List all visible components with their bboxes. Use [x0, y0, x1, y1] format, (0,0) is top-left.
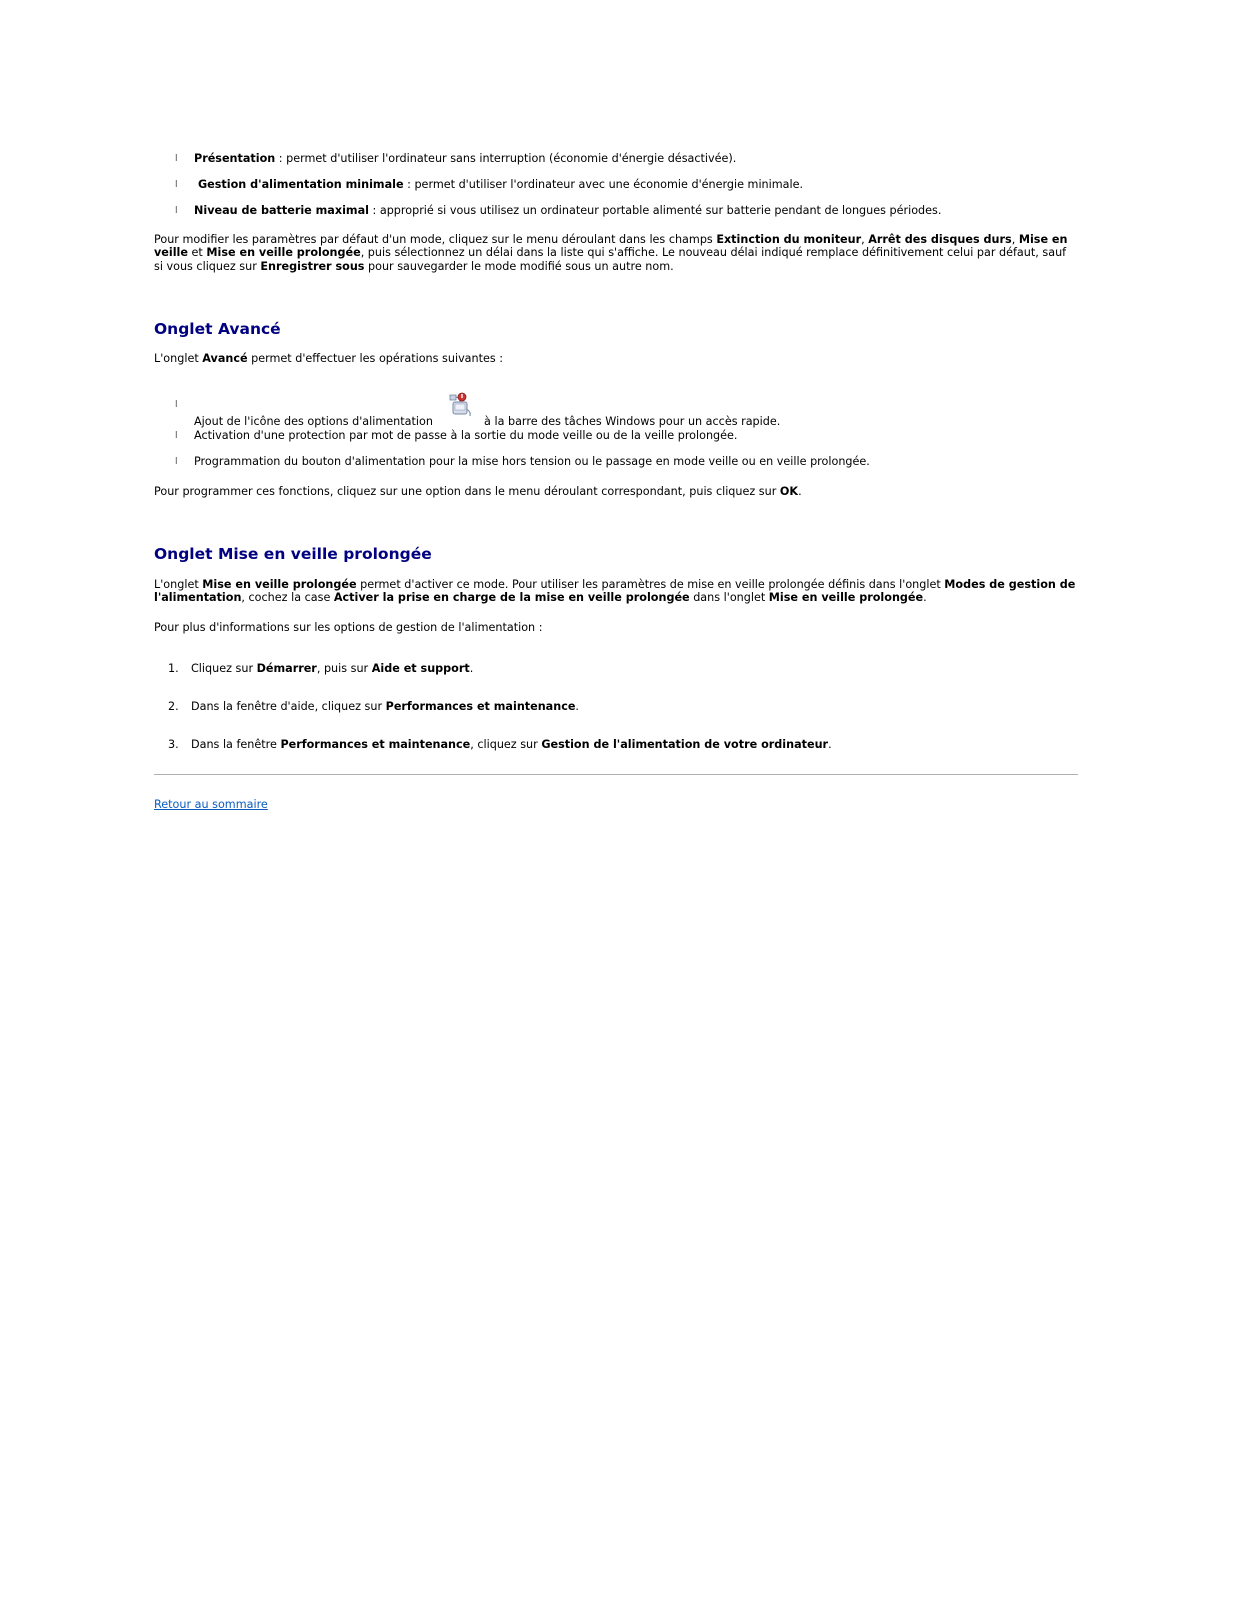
- mode-desc: : permet d'utiliser l'ordinateur avec une économie d'énergie minimale.: [403, 178, 804, 191]
- text: Cliquez sur: [191, 662, 257, 676]
- list-item: [154, 429, 1078, 443]
- list-item: [154, 455, 1078, 469]
- info-paragraph: Pour plus d'informations sur les options de gestion de l'alimentation :: [154, 620, 543, 634]
- text: permet d'effectuer les opérations suivantes :: [247, 352, 504, 366]
- power-options-icon: [444, 389, 474, 419]
- bold-term: Mise en veille prolongée: [768, 591, 924, 605]
- bullet-marker: l: [175, 456, 178, 467]
- mode-desc: : permet d'utiliser l'ordinateur sans interruption (économie d'énergie désactivée).: [275, 152, 737, 165]
- text: Activation d'une protection par mot de passe à la sortie du mode veille ou de la veille prolongée.: [194, 428, 738, 442]
- bold-term: Mise en veille prolongée: [206, 246, 361, 260]
- list-item: [154, 152, 1078, 166]
- footer: [154, 798, 1078, 811]
- step-item: [154, 738, 1078, 752]
- text: , puis sélectionnez un délai dans la liste qui s'affiche. Le nouveau délai indiqué remplace définitivement celui par défaut, sauf si vous cliquez sur: [154, 246, 1067, 273]
- text: ,: [1011, 233, 1019, 246]
- mode-term: Présentation: [194, 152, 276, 165]
- bold-term: Mise en veille: [154, 233, 1068, 260]
- bullet-marker: l: [175, 430, 178, 441]
- text: .: [469, 662, 474, 676]
- bold-term: Démarrer: [256, 662, 317, 676]
- text: .: [828, 738, 832, 752]
- bold-term: Aide et support: [371, 662, 470, 676]
- bold-term: Activer la prise en charge de la mise en veille prolongée: [333, 591, 690, 605]
- step-number: 2.: [168, 700, 179, 714]
- bold-term: Performances et maintenance: [385, 700, 576, 714]
- text: .: [923, 591, 927, 605]
- hibernate-paragraph: [154, 578, 1078, 605]
- text: L'onglet: [154, 352, 203, 366]
- text: à la barre des tâches Windows pour un accès rapide.: [484, 414, 781, 428]
- advanced-intro: [154, 352, 1078, 365]
- text: dans l'onglet: [689, 591, 769, 605]
- step-number: 1.: [168, 662, 179, 676]
- bold-term: Arrêt des disques durs: [868, 233, 1012, 246]
- text: permet d'activer ce mode. Pour utiliser les paramètres de mise en veille prolongée définis dans l'onglet: [356, 578, 945, 592]
- mode-term: Niveau de batterie maximal: [194, 204, 369, 217]
- advanced-outro: [154, 485, 1078, 498]
- bullet-marker: l: [175, 399, 178, 410]
- text: .: [798, 484, 802, 498]
- bullet-marker: l: [175, 206, 178, 216]
- bold-term: Enregistrer sous: [260, 259, 365, 273]
- back-to-contents-link[interactable]: Retour au sommaire: [154, 798, 268, 812]
- bold-term: Avancé: [202, 352, 248, 366]
- text: Dans la fenêtre: [191, 738, 281, 752]
- section-heading-advanced: Onglet Avancé: [154, 320, 281, 339]
- text: , cliquez sur: [470, 738, 542, 752]
- bold-term: Mise en veille prolongée: [202, 578, 357, 592]
- step-item: [154, 662, 1078, 676]
- text: L'onglet: [154, 578, 203, 592]
- text: ,: [861, 233, 869, 246]
- mode-term: Gestion d'alimentation minimale: [198, 178, 404, 191]
- text: Dans la fenêtre d'aide, cliquez sur: [191, 700, 386, 714]
- text: Pour modifier les paramètres par défaut d'un mode, cliquez sur le menu déroulant dans les champs: [154, 233, 717, 246]
- text: Ajout de l'icône des options d'alimentation: [194, 414, 433, 428]
- list-item: [154, 398, 1078, 429]
- step-number: 3.: [168, 738, 179, 752]
- bold-term: Gestion de l'alimentation de votre ordinateur: [541, 738, 829, 752]
- divider: [154, 774, 1078, 775]
- mode-desc: : approprié si vous utilisez un ordinateur portable alimenté sur batterie pendant de longues périodes.: [368, 204, 942, 217]
- bold-term: Modes de gestion de l'alimentation: [154, 578, 1076, 605]
- text: pour sauvegarder le mode modifié sous un autre nom.: [364, 259, 674, 273]
- text: Pour programmer ces fonctions, cliquez sur une option dans le menu déroulant correspondant, puis cliquez sur: [154, 484, 780, 498]
- text: et: [187, 246, 207, 260]
- text: , cochez la case: [241, 591, 334, 605]
- bold-term: Extinction du moniteur: [716, 233, 862, 246]
- text: Programmation du bouton d'alimentation pour la mise hors tension ou le passage en mode veille ou en veille prolongée.: [194, 454, 870, 468]
- step-item: [154, 700, 1078, 714]
- text: .: [575, 700, 579, 714]
- modify-paragraph: [154, 233, 1078, 273]
- bold-term: Performances et maintenance: [280, 738, 471, 752]
- section-heading-hibernate: Onglet Mise en veille prolongée: [154, 545, 432, 564]
- bullet-marker: l: [175, 154, 178, 164]
- text: , puis sur: [316, 662, 372, 676]
- bold-term: OK: [779, 484, 799, 498]
- document-body: [154, 146, 1078, 812]
- list-item: [154, 204, 1078, 218]
- bullet-marker: l: [175, 180, 178, 190]
- list-item: [154, 178, 1078, 192]
